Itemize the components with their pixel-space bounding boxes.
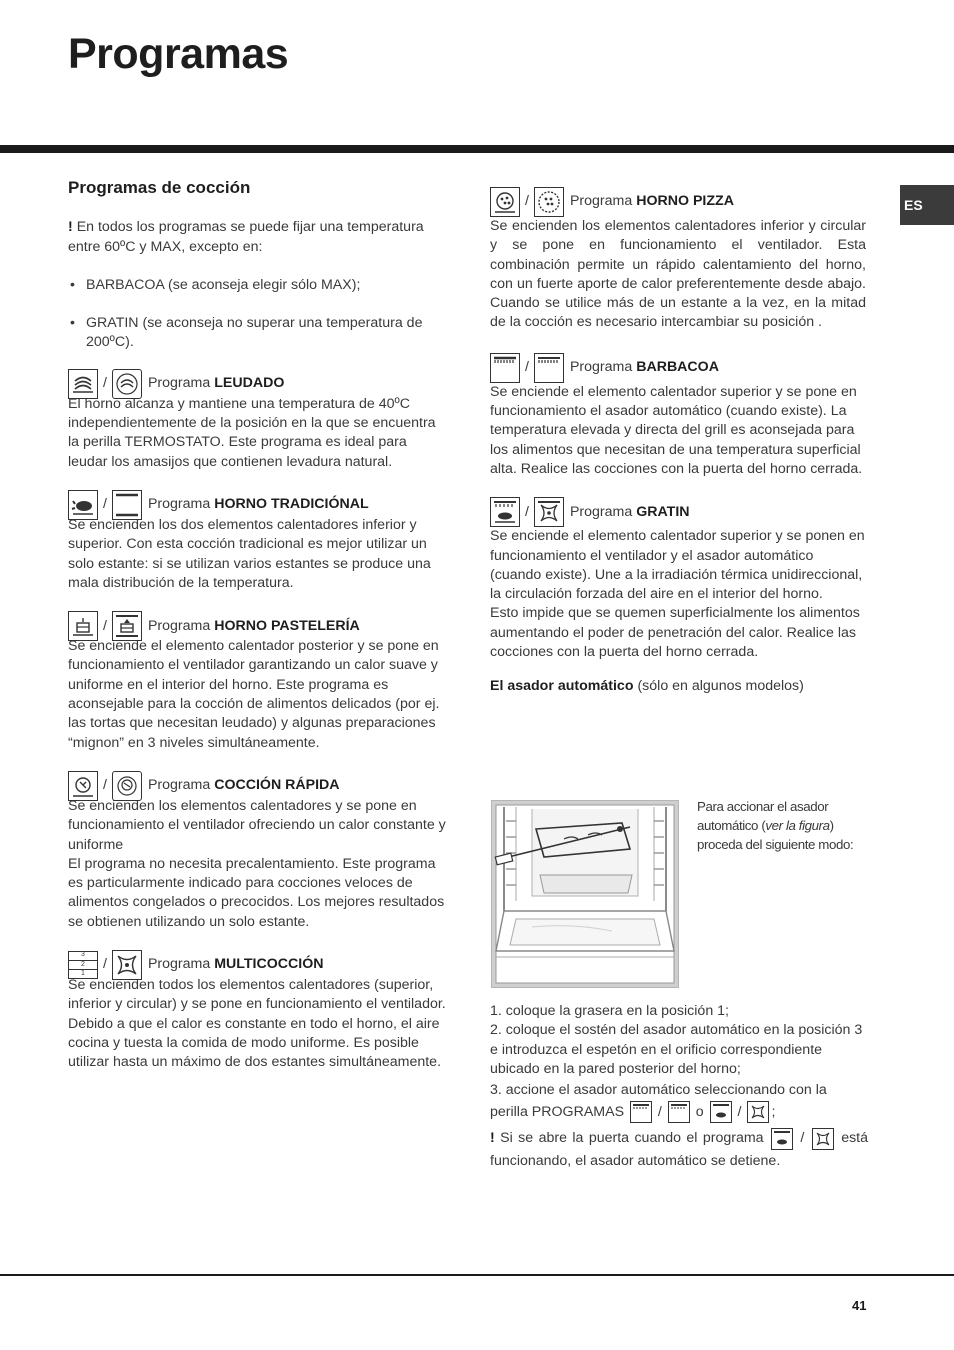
- program-description: Se enciende el elemento calentador posterior y se pone en funcionamiento el ventilador garantizando un calor suave y uniforme en el interior del horno. Este programa es aconsejable para la cocción de alimentos delicados (por ej. las tortas que necesitan leudado) y algunas preparaciones “mignon” en 3 niveles simultáneamente.: [68, 638, 440, 751]
- figure-caption: Para accionar el asador automático (ver la figura) proceda del siguiente modo:: [697, 799, 854, 853]
- right-column: [490, 185, 866, 697]
- program-heading-pasteleria: / Programa HORNO PASTELERÍA: [68, 609, 446, 643]
- gratin-fan-icon: [534, 497, 564, 527]
- program-name: HORNO TRADICIÓNAL: [214, 496, 369, 513]
- grill-icon: [630, 1101, 652, 1123]
- left-column: [68, 178, 446, 1073]
- chicken-icon: [68, 490, 98, 520]
- grill-icon: [490, 353, 520, 383]
- bullet-gratin: • GRATIN (se aconseja no superar una temperatura de 200ºC).: [68, 314, 446, 353]
- program-heading-barbacoa: / Programa BARBACOA: [490, 351, 866, 385]
- program-name: HORNO PIZZA: [636, 193, 734, 210]
- gratin-icon: [771, 1128, 793, 1150]
- program-description: Se encienden los elementos calentadores y se pone en funcionamiento el ventilador ofreciendo un calor constante y uniforme El programa no necesita precalentamiento. Este programa es particularmente indicado para cocciones veloces de alimentos congelados o precocidos. Los mejores resultados se obtienen utilizando un solo estante.: [68, 797, 446, 930]
- pizza-fan-icon: [534, 187, 564, 217]
- step-1: 1. coloque la grasera en la posición 1;: [490, 1003, 729, 1019]
- multi-fan-icon: [112, 950, 142, 980]
- pizza-icon: [490, 187, 520, 217]
- top-heat-icon: [668, 1101, 690, 1123]
- bullet-barbacoa: • BARBACOA (se aconseja elegir sólo MAX);: [68, 276, 446, 295]
- step-3: 3. accione el asador automático seleccionando con la perilla PROGRAMAS / o / ;: [490, 1079, 868, 1123]
- rotisserie-steps: [490, 1002, 868, 1172]
- program-heading-tradicional: / Programa HORNO TRADICIÓNAL: [68, 488, 446, 522]
- gratin-fan-icon: [812, 1128, 834, 1150]
- fast-cooking-icon: [68, 771, 98, 801]
- program-description: Se encienden todos los elementos calentadores (superior, inferior y circular) y se pone en funcionamiento el ventilador. Debido a que el calor es constante en todo el horno, el aire cocina y tuesta la comida de modo uniforme. Es posible utilizar hasta un máximo de dos estantes simultáneamente.: [68, 977, 446, 1071]
- section-title: Programas de cocción: [68, 178, 251, 197]
- gratin-icon: [710, 1101, 732, 1123]
- language-tab: ES: [900, 185, 954, 225]
- three-levels-icon: 3 2 1: [68, 951, 98, 979]
- program-description: El horno alcanza y mantiene una temperatura de 40ºC independientemente de la posición en la que se encuentra la perilla TERMOSTATO. Este programa es ideal para leudar los amasijos que contienen levadura natural.: [68, 395, 436, 470]
- gratin-fan-icon: [747, 1101, 769, 1123]
- cake-fan-icon: [112, 611, 142, 641]
- header-rule: [0, 145, 954, 153]
- oven-illustration: [492, 801, 678, 987]
- program-name: BARBACOA: [636, 359, 719, 376]
- intro-text-2: entre 60ºC y MAX, excepto en:: [68, 238, 263, 255]
- step-2: 2. coloque el sostén del asador automático en la posición 3 e introduzca el espetón en el orificio correspondiente ubicado en la pared posterior del horno;: [490, 1022, 863, 1077]
- program-heading-leudado: / Programa LEUDADO: [68, 367, 446, 401]
- rotisserie-heading: El asador automático (sólo en algunos modelos): [490, 678, 804, 695]
- top-bottom-heat-icon: [112, 490, 142, 520]
- program-heading-multicoccion: 3 2 1 / Programa MULTICOCCIÓN: [68, 948, 446, 982]
- fast-cooking-alt-icon: [112, 771, 142, 801]
- oven-rotisserie-figure: [491, 800, 679, 988]
- top-heat-icon: [534, 353, 564, 383]
- footer-rule: [0, 1274, 954, 1276]
- program-heading-gratin: / Programa GRATIN: [490, 495, 866, 529]
- page-title: Programas: [68, 30, 289, 78]
- program-name: MULTICOCCIÓN: [214, 956, 324, 973]
- proofing-icon: [68, 369, 98, 399]
- program-heading-coccion-rapida: / Programa COCCIÓN RÁPIDA: [68, 769, 446, 803]
- program-description: Se enciende el elemento calentador superior y se pone en funcionamiento el asador automático (cuando existe). La temperatura elevada y directa del grill es aconsejada para los alimentos que necesitan de una temperatura superficial alta. Realice las cocciones con la puerta del horno cerrada.: [490, 383, 863, 477]
- page-number: 41: [852, 1298, 867, 1313]
- program-description: Se enciende el elemento calentador superior y se ponen en funcionamiento el ventilador y el asador automático (cuando existe). Une a la irradiación térmica unidireccional, la circulación forzada del aire en el interior del horno. Esto impide que se quemen superficialmente los alimentos aumentando el poder de penetración del calor. Realice las cocciones con la puerta del horno cerrada.: [490, 528, 865, 661]
- program-name: GRATIN: [636, 503, 690, 520]
- program-name: COCCIÓN RÁPIDA: [214, 777, 340, 794]
- intro-text: ! En todos los programas se puede fijar una temperatura: [68, 219, 424, 236]
- gratin-icon: [490, 497, 520, 527]
- program-description: Se encienden los elementos calentadores inferior y circular y se pone en funcionamiento el ventilador. Esta combinación permite un rápido calentamiento del horno, con un fuerte aporte de calor preferentemente desde abajo. Cuando se utilice más de un estante a la vez, en la mitad de la cocción es necesario intercambiar su posición .: [490, 218, 866, 331]
- program-description: Se encienden los dos elementos calentadores inferior y superior. Con esta cocción tradicional es mejor utilizar un solo estante: si se utilizan varios estantes se produce una mala distribución de la temperatura.: [68, 516, 431, 591]
- cake-icon: [68, 611, 98, 641]
- proofing-alt-icon: [112, 369, 142, 399]
- program-name: HORNO PASTELERÍA: [214, 617, 360, 634]
- program-heading-pizza: / Programa HORNO PIZZA: [490, 185, 866, 219]
- program-name: LEUDADO: [214, 375, 285, 392]
- rotisserie-warning: ! Si se abre la puerta cuando el programa / está funcionando, el asador automático se detiene.: [490, 1127, 868, 1171]
